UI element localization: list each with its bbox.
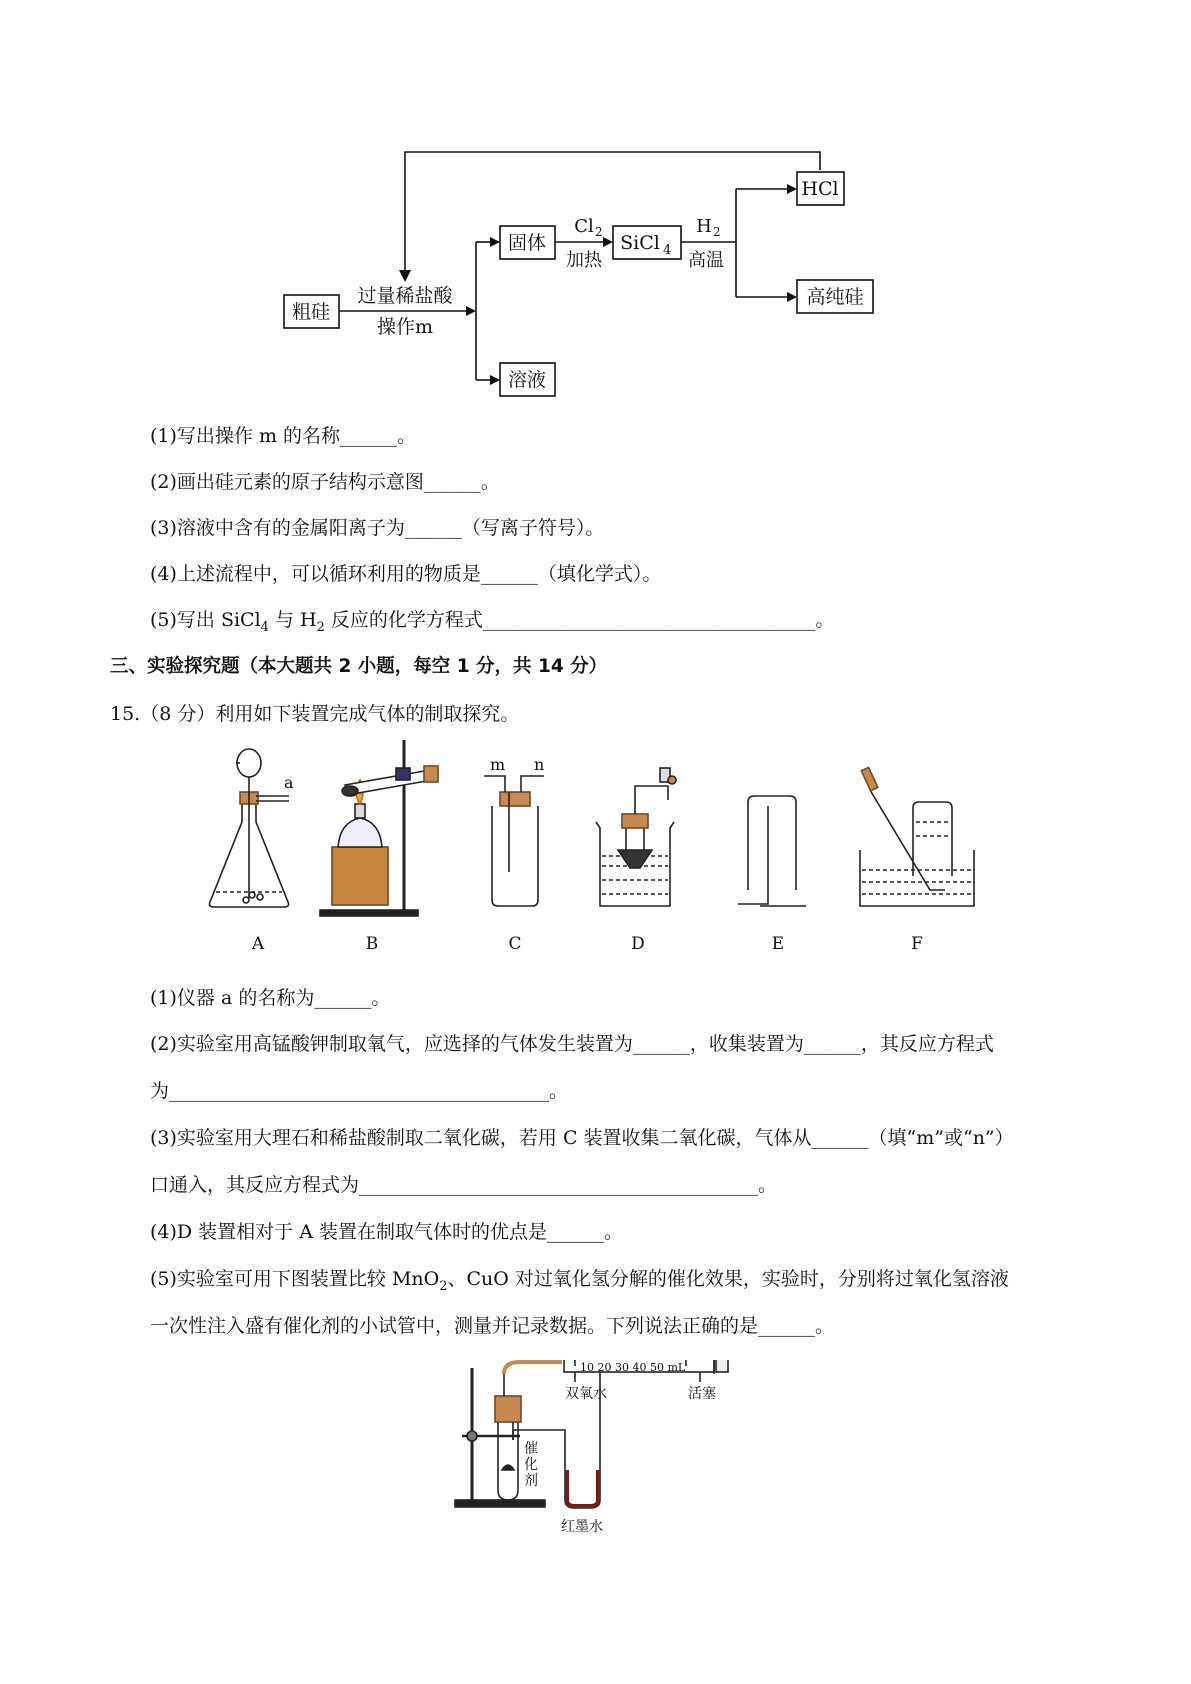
box-solid-label: 固体 xyxy=(507,232,547,254)
apparatus-f xyxy=(860,767,974,906)
high-temp-label: 高温 xyxy=(688,250,724,271)
acid-label: 过量稀盐酸 xyxy=(357,285,453,307)
label-catalyst-3: 剂 xyxy=(524,1473,538,1489)
apparatus-e xyxy=(738,796,806,906)
heat-label: 加热 xyxy=(566,250,602,271)
apparatus-b xyxy=(320,740,438,916)
label-catalyst-1: 催 xyxy=(524,1441,538,1457)
apparatus-d xyxy=(596,768,676,906)
q14-part5-b: 与 H xyxy=(268,609,317,631)
q15-part5-a-text2: 、CuO 对过氧化氢分解的催化效果，实验时，分别将过氧化氢溶液 xyxy=(447,1268,1009,1290)
label-m-port: m xyxy=(490,755,506,774)
q15-part5-a-text1: (5)实验室可用下图装置比较 MnO xyxy=(150,1268,440,1290)
apparatus-row xyxy=(0,740,1191,960)
q14-part5-sub2: 2 xyxy=(316,619,325,635)
q15-part5-a-sub: 2 xyxy=(439,1278,448,1294)
h2-label: H xyxy=(696,216,712,237)
q15-part4: (4)D 装置相对于 A 装置在制取气体时的优点是______。 xyxy=(150,1221,623,1243)
box-hcl-label: HCl xyxy=(801,178,839,200)
label-apparatus-e: E xyxy=(771,934,785,954)
q14-part5-a: (5)写出 SiCl xyxy=(150,609,261,631)
box-crude-si-label: 粗硅 xyxy=(291,301,331,323)
syringe-scale: 10 20 30 40 50 mL xyxy=(580,1361,686,1374)
label-apparatus-b: B xyxy=(365,934,379,954)
label-n-port: n xyxy=(534,755,545,774)
q14-part2: (2)画出硅元素的原子结构示意图______。 xyxy=(150,471,500,493)
label-catalyst-2: 化 xyxy=(524,1457,538,1473)
flowchart xyxy=(0,0,1191,420)
catalyst-apparatus xyxy=(0,1360,1191,1540)
q14-part5-c: 反应的化学方程式___________________________________。 xyxy=(324,609,835,631)
box-sicl4-label: SiCl xyxy=(620,232,660,254)
box-sicl4-sub: 4 xyxy=(663,243,672,258)
label-red-ink: 红墨水 xyxy=(561,1519,603,1535)
label-apparatus-d: D xyxy=(631,934,645,954)
label-apparatus-f: F xyxy=(911,934,923,954)
cl2-label: Cl xyxy=(574,216,594,237)
label-h2o2: 双氧水 xyxy=(565,1386,607,1402)
q15-part3-b: 口通入，其反应方程式为__________________________________________。 xyxy=(150,1174,778,1196)
label-piston: 活塞 xyxy=(688,1386,716,1402)
q15-part5-b: 一次性注入盛有催化剂的小试管中，测量并记录数据。下列说法正确的是______。 xyxy=(150,1315,835,1337)
q14-part5 xyxy=(150,607,834,641)
apparatus-a xyxy=(210,749,290,907)
q15-part5-a xyxy=(150,1266,1009,1300)
section-3-title: 三、实验探究题（本大题共 2 小题，每空 1 分，共 14 分） xyxy=(110,656,608,677)
q14-part4: (4)上述流程中，可以循环利用的物质是______（填化学式）。 xyxy=(150,563,662,585)
label-apparatus-a: A xyxy=(251,934,265,954)
box-solution-label: 溶液 xyxy=(507,369,547,391)
q15-part3-a: (3)实验室用大理石和稀盐酸制取二氧化碳，若用 C 装置收集二氧化碳，气体从______（填“m”或“n”） xyxy=(150,1127,1014,1149)
label-a-funnel: a xyxy=(284,773,294,792)
cl2-sub: 2 xyxy=(595,225,603,239)
q15-part1: (1)仪器 a 的名称为______。 xyxy=(150,987,391,1009)
apparatus-c xyxy=(484,776,544,906)
h2-sub: 2 xyxy=(713,225,721,239)
q14-part3: (3)溶液中含有的金属阳离子为______（写离子符号）。 xyxy=(150,517,605,539)
q15-part2-a: (2)实验室用高锰酸钾制取氧气，应选择的气体发生装置为______，收集装置为______，其反应方程式 xyxy=(150,1033,994,1055)
operation-m-label: 操作m xyxy=(376,316,434,338)
box-pure-si-label: 高纯硅 xyxy=(806,286,864,308)
q14-part1: (1)写出操作 m 的名称______。 xyxy=(150,425,417,447)
label-apparatus-c: C xyxy=(508,934,522,954)
q15-title: 15.（8 分）利用如下装置完成气体的制取探究。 xyxy=(110,703,520,725)
q15-part2-b: 为________________________________________。 xyxy=(150,1080,569,1102)
recycle-arrowhead xyxy=(399,270,411,282)
q14-part5-sub1: 4 xyxy=(260,619,269,635)
